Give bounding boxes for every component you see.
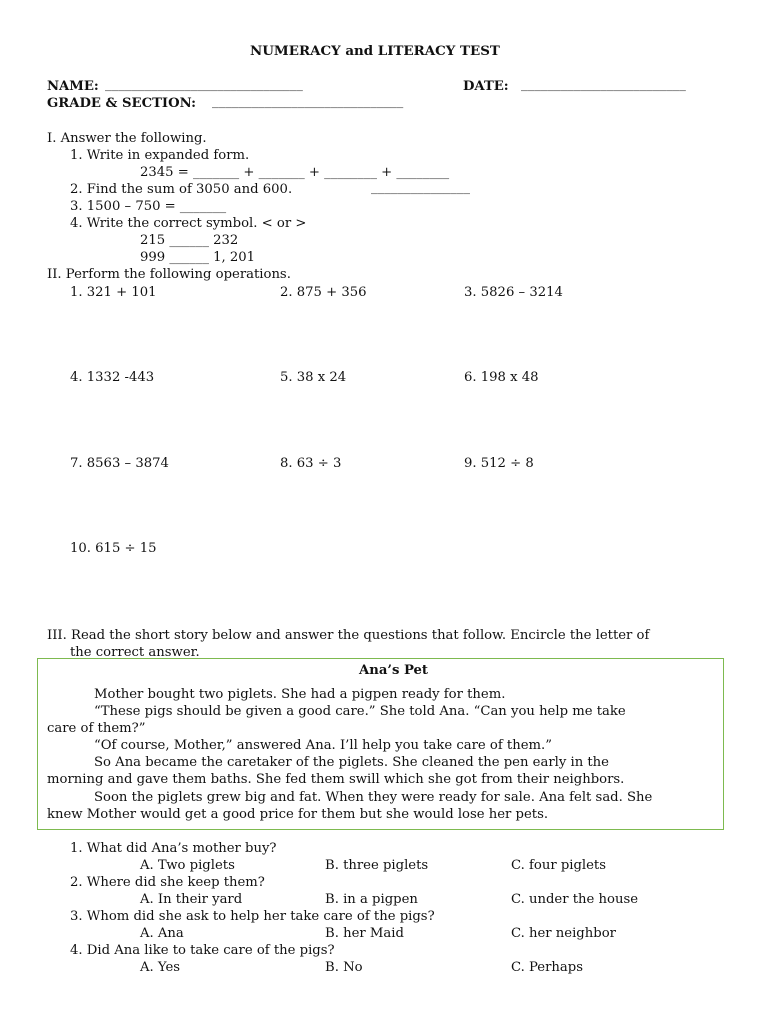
part3-heading-continued: the correct answer. [70,645,200,660]
part2-heading: II. Perform the following operations. [47,267,291,282]
operation-problem: 5. 38 x 24 [280,370,347,385]
part1-item: 2. Find the sum of 3050 and 600. [70,182,293,197]
story-line: So Ana became the caretaker of the piglets. She cleaned the pen early in the [94,755,609,770]
grade-section-label: GRADE & SECTION: [47,96,197,111]
choice-b[interactable]: B. in a pigpen [325,892,418,907]
sum-answer-blank[interactable]: _______________ [371,180,470,195]
choice-c[interactable]: C. four piglets [511,858,607,873]
story-line: “These pigs should be given a good care.” She told Ana. “Can you help me take [94,704,626,719]
story-line: “Of course, Mother,” answered Ana. I’ll help you take care of them.” [94,738,552,753]
choice-c[interactable]: C. Perhaps [511,960,583,975]
operation-problem: 2. 875 + 356 [280,285,367,300]
page-title: NUMERACY and LITERACY TEST [250,43,500,59]
date-field[interactable]: _________________________ [521,77,686,92]
part1-heading: I. Answer the following. [47,131,207,146]
part1-item[interactable]: 3. 1500 – 750 = _______ [70,199,227,214]
operation-problem: 1. 321 + 101 [70,285,157,300]
date-label: DATE: [463,79,509,94]
operation-problem: 10. 615 ÷ 15 [70,541,157,556]
choice-a[interactable]: A. Yes [140,960,181,975]
question: 4. Did Ana like to take care of the pigs? [70,943,335,958]
operation-problem: 8. 63 ÷ 3 [280,456,342,471]
choice-a[interactable]: A. Two piglets [140,858,235,873]
part1-item: 4. Write the correct symbol. < or > [70,216,307,231]
choice-b[interactable]: B. three piglets [325,858,429,873]
choice-c[interactable]: C. under the house [511,892,639,907]
symbol-compare-row[interactable]: 215 ______ 232 [140,233,239,248]
operation-problem: 9. 512 ÷ 8 [464,456,534,471]
expanded-form-blanks[interactable]: 2345 = _______ + _______ + ________ + ________ [140,165,450,180]
question: 3. Whom did she ask to help her take care of the pigs? [70,909,435,924]
story-line: Soon the piglets grew big and fat. When they were ready for sale. Ana felt sad. She [94,790,653,805]
story-line: morning and gave them baths. She fed them swill which she got from their neighbors. [47,772,625,787]
choice-b[interactable]: B. No [325,960,363,975]
part3-heading: III. Read the short story below and answer the questions that follow. Encircle the letter of [47,628,650,643]
name-label: NAME: [47,79,99,94]
question: 1. What did Ana’s mother buy? [70,841,277,856]
operation-problem: 3. 5826 – 3214 [464,285,563,300]
choice-c[interactable]: C. her neighbor [511,926,616,941]
operation-problem: 6. 198 x 48 [464,370,539,385]
story-line: Mother bought two piglets. She had a pigpen ready for them. [94,687,506,702]
choice-b[interactable]: B. her Maid [325,926,404,941]
operation-problem: 4. 1332 -443 [70,370,155,385]
choice-a[interactable]: A. Ana [140,926,184,941]
symbol-compare-row[interactable]: 999 ______ 1, 201 [140,250,256,265]
grade-section-field[interactable]: _____________________________ [212,94,404,109]
question: 2. Where did she keep them? [70,875,265,890]
name-field[interactable]: ______________________________ [105,77,303,92]
operation-problem: 7. 8563 – 3874 [70,456,169,471]
story-box [37,658,724,830]
story-line: care of them?” [47,721,146,736]
story-title: Ana’s Pet [359,663,429,678]
choice-a[interactable]: A. In their yard [140,892,243,907]
part1-item: 1. Write in expanded form. [70,148,250,163]
story-line: knew Mother would get a good price for them but she would lose her pets. [47,807,549,822]
